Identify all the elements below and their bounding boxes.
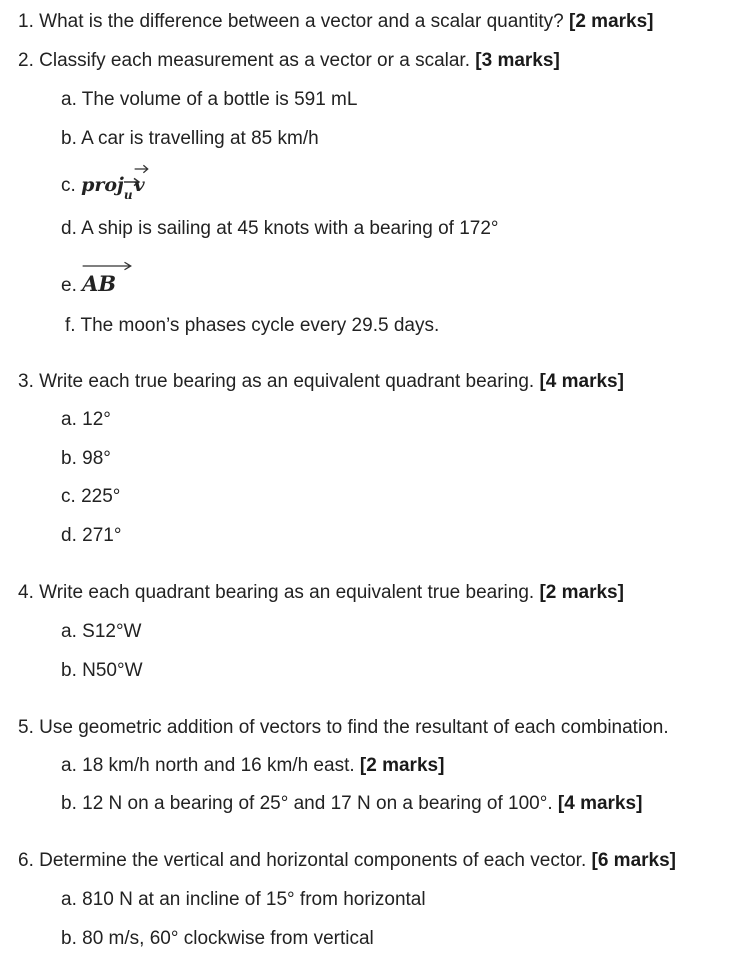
item-label: d. <box>61 525 77 546</box>
vector-arrow-icon <box>134 164 149 174</box>
subscript-vector-u: u <box>124 184 133 206</box>
item-text: The moon’s phases cycle every 29.5 days. <box>80 315 440 336</box>
question-text: Classify each measurement as a vector or a scalar. <box>39 50 470 71</box>
question-1 <box>18 11 654 33</box>
question-4 <box>18 582 624 604</box>
marks: [6 marks] <box>591 850 676 871</box>
vector-arrow-icon <box>82 261 132 271</box>
item-label: a. <box>61 889 77 910</box>
proj-text: proj <box>81 174 124 196</box>
question-text: What is the difference between a vector and a scalar quantity? <box>39 11 564 32</box>
item-text: 810 N at an incline of 15° from horizontal <box>82 889 426 910</box>
question-number: 1. <box>18 11 34 32</box>
item-label: f. <box>65 315 76 336</box>
question-number: 3. <box>18 371 34 392</box>
item-label: a. <box>61 755 77 776</box>
question-number: 6. <box>18 850 34 871</box>
question-text: Write each quadrant bearing as an equivalent true bearing. <box>39 582 535 603</box>
item-text: The volume of a bottle is 591 mL <box>81 89 358 110</box>
sub-item-2d <box>61 218 499 240</box>
question-text: Write each true bearing as an equivalent quadrant bearing. <box>39 371 535 392</box>
item-label: e. <box>61 275 77 296</box>
item-label: b. <box>61 448 77 469</box>
question-2 <box>18 50 560 72</box>
item-text: 80 m/s, 60° clockwise from vertical <box>82 928 374 949</box>
question-6 <box>18 850 676 872</box>
marks: [4 marks] <box>557 793 643 814</box>
item-label: a. <box>61 621 77 642</box>
question-text: Determine the vertical and horizontal components of each vector. <box>39 850 587 871</box>
item-label: c. <box>61 175 76 196</box>
projection-expression <box>81 174 145 202</box>
item-label: b. <box>61 793 77 814</box>
question-number: 4. <box>18 582 34 603</box>
item-text: 225° <box>81 486 121 507</box>
vector-v: v <box>134 174 145 196</box>
question-text: Use geometric addition of vectors to find the resultant of each combination. <box>39 717 669 738</box>
marks: [2 marks] <box>359 755 445 776</box>
sub-item-2e <box>61 273 116 297</box>
question-number: 2. <box>18 50 34 71</box>
sub-item-2f <box>65 315 439 337</box>
marks: [4 marks] <box>539 371 624 392</box>
item-label: b. <box>61 928 77 949</box>
sub-item-3b <box>61 448 111 470</box>
question-5 <box>18 717 669 739</box>
item-text: 18 km/h north and 16 km/h east. <box>82 755 355 776</box>
item-text: S12°W <box>82 621 142 642</box>
question-number: 5. <box>18 717 34 738</box>
item-label: a. <box>61 89 77 110</box>
sub-item-5a <box>61 755 444 777</box>
sub-item-2a <box>61 89 357 111</box>
item-text: 98° <box>82 448 111 469</box>
marks: [2 marks] <box>539 582 624 603</box>
item-label: b. <box>61 660 77 681</box>
marks: [3 marks] <box>475 50 560 71</box>
sub-item-3d <box>61 525 121 547</box>
sub-item-4a <box>61 621 141 643</box>
vector-ab: AB <box>82 273 116 295</box>
item-label: b. <box>61 128 77 149</box>
sub-item-6a <box>61 889 426 911</box>
sub-item-2b <box>61 128 319 150</box>
item-text: 12° <box>82 409 111 430</box>
marks: [2 marks] <box>569 11 654 32</box>
sub-item-5b <box>61 793 642 815</box>
sub-item-2c <box>61 174 145 206</box>
item-label: d. <box>61 218 77 239</box>
item-text: A car is travelling at 85 km/h <box>81 128 319 149</box>
item-text: N50°W <box>82 660 143 681</box>
item-label: c. <box>61 486 76 507</box>
sub-item-3c <box>61 486 120 508</box>
question-3 <box>18 371 624 393</box>
item-text: 271° <box>82 525 122 546</box>
sub-item-4b <box>61 660 143 682</box>
item-text: A ship is sailing at 45 knots with a bearing of 172° <box>81 218 499 239</box>
item-label: a. <box>61 409 77 430</box>
sub-item-3a <box>61 409 111 431</box>
sub-item-6b <box>61 928 374 950</box>
item-text: 12 N on a bearing of 25° and 17 N on a bearing of 100°. <box>82 793 553 814</box>
